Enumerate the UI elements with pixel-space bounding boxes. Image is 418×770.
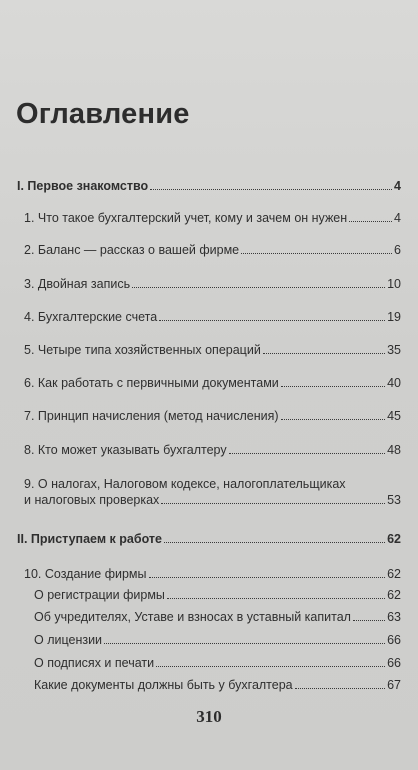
toc-entry-8[interactable] bbox=[24, 442, 401, 458]
toc-subentry-5[interactable] bbox=[34, 677, 401, 693]
toc-entry-3[interactable] bbox=[24, 276, 401, 292]
leader-dots bbox=[229, 453, 385, 454]
toc-entry-4[interactable] bbox=[24, 309, 401, 325]
toc-page-number: 45 bbox=[387, 409, 401, 423]
toc-label: 5. Четыре типа хозяйственных операций bbox=[24, 343, 261, 357]
leader-dots bbox=[349, 221, 392, 222]
toc-label: 8. Кто может указывать бухгалтеру bbox=[24, 443, 227, 457]
leader-dots bbox=[281, 386, 385, 387]
toc-entry-10[interactable] bbox=[24, 566, 401, 582]
toc-entry-9-line-2 bbox=[24, 492, 401, 508]
toc-page-number: 62 bbox=[387, 532, 401, 546]
toc-part-2[interactable] bbox=[17, 531, 401, 547]
toc-page-number: 35 bbox=[387, 343, 401, 357]
toc-page-number: 62 bbox=[387, 588, 401, 602]
leader-dots bbox=[353, 620, 385, 621]
toc-page-number: 63 bbox=[387, 610, 401, 624]
toc-part-1[interactable] bbox=[17, 178, 401, 194]
toc-page-number: 48 bbox=[387, 443, 401, 457]
toc-page-number: 66 bbox=[387, 656, 401, 670]
toc-subentry-2[interactable] bbox=[34, 609, 401, 625]
toc-page-number: 4 bbox=[394, 211, 401, 225]
leader-dots bbox=[150, 189, 392, 190]
toc-subentry-1[interactable] bbox=[34, 587, 401, 603]
leader-dots bbox=[295, 688, 385, 689]
leader-dots bbox=[104, 643, 385, 644]
toc-label: О подписях и печати bbox=[34, 656, 155, 670]
toc-entry-1[interactable] bbox=[24, 210, 401, 226]
leader-dots bbox=[159, 320, 385, 321]
toc-entry-7[interactable] bbox=[24, 408, 401, 424]
toc-page-number: 6 bbox=[394, 243, 401, 257]
leader-dots bbox=[149, 577, 386, 578]
leader-dots bbox=[281, 419, 386, 420]
toc-page-number: 40 bbox=[387, 376, 401, 390]
toc-entry-5[interactable] bbox=[24, 342, 401, 358]
show-through-text bbox=[155, 52, 265, 62]
toc-label: 4. Бухгалтерские счета bbox=[24, 310, 158, 324]
leader-dots bbox=[241, 253, 392, 254]
toc-page-number: 19 bbox=[387, 310, 401, 324]
toc-page-number: 66 bbox=[387, 633, 401, 647]
toc-label: 6. Как работать с первичными документами bbox=[24, 376, 279, 390]
toc-entry-6[interactable] bbox=[24, 375, 401, 391]
toc-label: 10. Создание фирмы bbox=[24, 567, 147, 581]
leader-dots bbox=[164, 542, 385, 543]
toc-label-line-2: и налоговых проверках bbox=[24, 493, 160, 507]
page-number: 310 bbox=[196, 707, 222, 726]
toc-page-number: 53 bbox=[387, 493, 401, 507]
toc-page-number: 67 bbox=[387, 678, 401, 692]
toc-label: Какие документы должны быть у бухгалтера bbox=[34, 678, 293, 692]
toc-label: О лицензии bbox=[34, 633, 103, 647]
toc-subentry-4[interactable] bbox=[34, 655, 401, 671]
leader-dots bbox=[156, 666, 385, 667]
toc-page-number: 62 bbox=[387, 567, 401, 581]
toc-label: I. Первое знакомство bbox=[17, 179, 149, 193]
toc-page-number: 10 bbox=[387, 277, 401, 291]
toc-entry-2[interactable] bbox=[24, 242, 401, 258]
leader-dots bbox=[161, 503, 385, 504]
page-title: Оглавление bbox=[16, 98, 190, 130]
leader-dots bbox=[132, 287, 385, 288]
toc-label: 3. Двойная запись bbox=[24, 277, 131, 291]
toc-entry-9[interactable] bbox=[24, 476, 401, 508]
toc-subentry-3[interactable] bbox=[34, 632, 401, 648]
toc-label-line-1: 9. О налогах, Налоговом кодексе, налогоплательщиках bbox=[24, 477, 346, 491]
leader-dots bbox=[167, 598, 385, 599]
toc-label: 7. Принцип начисления (метод начисления) bbox=[24, 409, 279, 423]
leader-dots bbox=[263, 353, 385, 354]
toc-label: Об учредителях, Уставе и взносах в уставный капитал bbox=[34, 610, 351, 624]
toc-page-number: 4 bbox=[394, 179, 401, 193]
toc-label: 2. Баланс — рассказ о вашей фирме bbox=[24, 243, 240, 257]
toc-label: О регистрации фирмы bbox=[34, 588, 165, 602]
toc-label: 1. Что такое бухгалтерский учет, кому и зачем он нужен bbox=[24, 211, 348, 225]
toc-label: II. Приступаем к работе bbox=[17, 532, 162, 546]
